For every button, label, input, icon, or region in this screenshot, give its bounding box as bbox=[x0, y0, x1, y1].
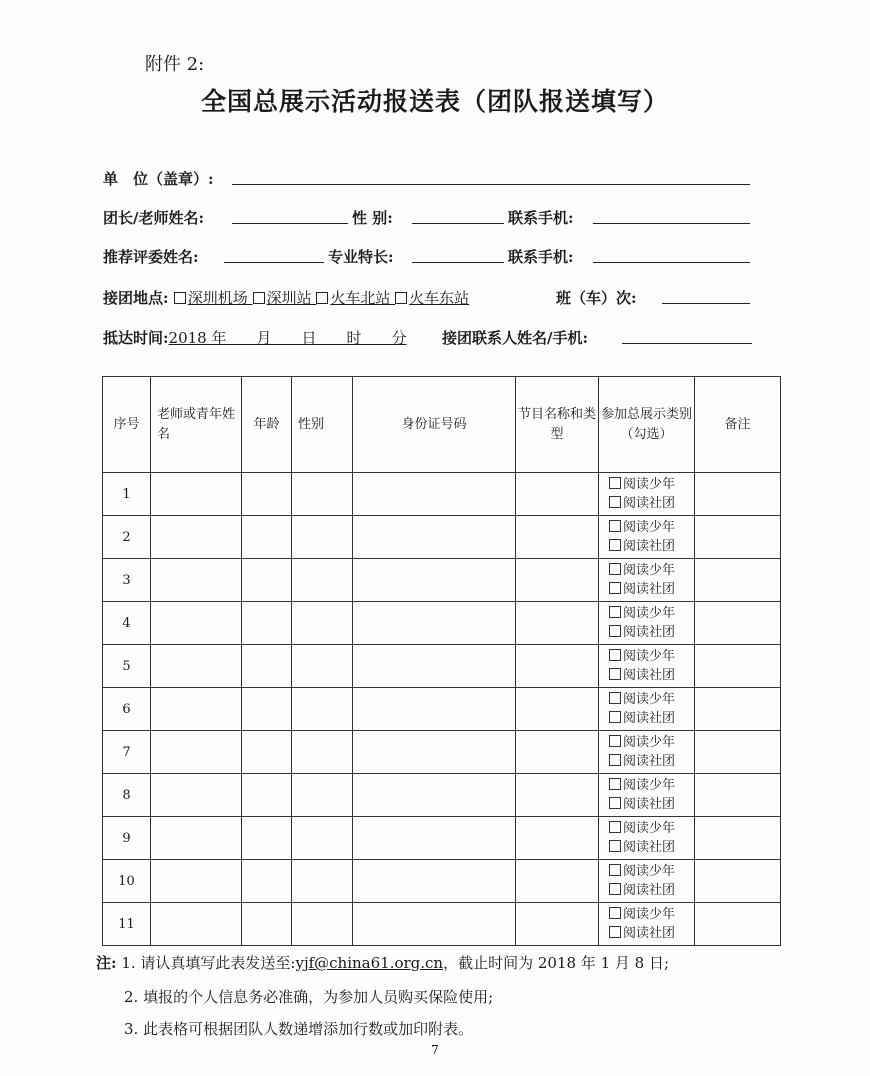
train-field[interactable] bbox=[662, 285, 750, 304]
category-option-label: 阅读少年 bbox=[623, 520, 676, 535]
checkbox-icon bbox=[609, 883, 621, 895]
name-cell[interactable] bbox=[151, 903, 242, 946]
header-program: 节目名称和类型 bbox=[516, 377, 599, 473]
row-index: 6 bbox=[103, 688, 151, 731]
checkbox-icon bbox=[609, 606, 621, 618]
category-cell bbox=[599, 473, 695, 516]
unit-field[interactable] bbox=[232, 166, 750, 185]
gender-field[interactable] bbox=[412, 205, 504, 224]
name-cell[interactable] bbox=[151, 645, 242, 688]
row-index: 2 bbox=[103, 516, 151, 559]
remarks-cell[interactable] bbox=[695, 645, 781, 688]
remarks-cell[interactable] bbox=[695, 602, 781, 645]
id-number-cell[interactable] bbox=[353, 903, 516, 946]
category-option[interactable] bbox=[609, 838, 694, 857]
category-option-label: 阅读社团 bbox=[623, 625, 676, 640]
id-number-cell[interactable] bbox=[353, 731, 516, 774]
age-cell[interactable] bbox=[242, 645, 292, 688]
remarks-cell[interactable] bbox=[695, 774, 781, 817]
category-option[interactable] bbox=[609, 518, 694, 537]
checkbox-icon bbox=[609, 821, 621, 833]
category-option-label: 阅读少年 bbox=[623, 692, 676, 707]
program-cell[interactable] bbox=[516, 774, 599, 817]
category-option[interactable] bbox=[609, 690, 694, 709]
table-row bbox=[103, 860, 781, 903]
age-cell[interactable] bbox=[242, 516, 292, 559]
row-index: 8 bbox=[103, 774, 151, 817]
program-cell[interactable] bbox=[516, 688, 599, 731]
category-option-label: 阅读少年 bbox=[623, 778, 676, 793]
category-cell bbox=[599, 903, 695, 946]
contact-field[interactable] bbox=[622, 325, 752, 344]
remarks-cell[interactable] bbox=[695, 817, 781, 860]
category-option-label: 阅读少年 bbox=[623, 735, 676, 750]
name-cell[interactable] bbox=[151, 516, 242, 559]
category-cell bbox=[599, 645, 695, 688]
table-row bbox=[103, 817, 781, 860]
gender-cell[interactable] bbox=[292, 645, 353, 688]
age-cell[interactable] bbox=[242, 602, 292, 645]
category-option[interactable] bbox=[609, 666, 694, 685]
category-option-label: 阅读少年 bbox=[623, 864, 676, 879]
category-option[interactable] bbox=[609, 881, 694, 900]
category-cell bbox=[599, 559, 695, 602]
pickup-options bbox=[174, 289, 469, 307]
category-option[interactable] bbox=[609, 819, 694, 838]
judge-row bbox=[103, 246, 199, 267]
judge-phone-label: 联系手机: bbox=[508, 248, 574, 266]
name-cell[interactable] bbox=[151, 559, 242, 602]
id-number-cell[interactable] bbox=[353, 774, 516, 817]
gender-cell[interactable] bbox=[292, 559, 353, 602]
category-option[interactable] bbox=[609, 604, 694, 623]
remarks-cell[interactable] bbox=[695, 903, 781, 946]
age-cell[interactable] bbox=[242, 817, 292, 860]
remarks-cell[interactable] bbox=[695, 516, 781, 559]
email-link[interactable]: yjf@china61.org.cn bbox=[295, 954, 444, 972]
pickup-option-north[interactable]: 火车北站 bbox=[316, 289, 390, 307]
table-row bbox=[103, 903, 781, 946]
remarks-cell[interactable] bbox=[695, 559, 781, 602]
category-cell bbox=[599, 602, 695, 645]
age-cell[interactable] bbox=[242, 473, 292, 516]
header-remarks: 备注 bbox=[695, 377, 781, 473]
leader-phone-label: 联系手机: bbox=[508, 209, 574, 227]
pickup-option-station[interactable]: 深圳站 bbox=[253, 289, 312, 307]
category-option[interactable] bbox=[609, 862, 694, 881]
judge-name-field[interactable] bbox=[224, 244, 324, 263]
name-cell[interactable] bbox=[151, 774, 242, 817]
category-option[interactable] bbox=[609, 776, 694, 795]
row-index: 5 bbox=[103, 645, 151, 688]
gender-cell[interactable] bbox=[292, 473, 353, 516]
name-cell[interactable] bbox=[151, 860, 242, 903]
category-option[interactable] bbox=[609, 561, 694, 580]
category-option-label: 阅读少年 bbox=[623, 563, 676, 578]
category-cell bbox=[599, 731, 695, 774]
table-row bbox=[103, 774, 781, 817]
checkbox-icon bbox=[609, 797, 621, 809]
checkbox-icon bbox=[609, 864, 621, 876]
checkbox-icon bbox=[609, 496, 621, 508]
gender-cell[interactable] bbox=[292, 903, 353, 946]
name-cell[interactable] bbox=[151, 688, 242, 731]
checkbox-icon bbox=[609, 735, 621, 747]
category-option-label: 阅读少年 bbox=[623, 649, 676, 664]
category-option-label: 阅读少年 bbox=[623, 821, 676, 836]
checkbox-icon bbox=[609, 907, 621, 919]
id-number-cell[interactable] bbox=[353, 688, 516, 731]
category-option[interactable] bbox=[609, 905, 694, 924]
table-row bbox=[103, 559, 781, 602]
table-row bbox=[103, 473, 781, 516]
program-cell[interactable] bbox=[516, 817, 599, 860]
pickup-row bbox=[103, 287, 469, 308]
checkbox-icon bbox=[609, 477, 621, 489]
category-option[interactable] bbox=[609, 580, 694, 599]
header-age: 年龄 bbox=[242, 377, 292, 473]
category-option[interactable] bbox=[609, 647, 694, 666]
pickup-option-east[interactable]: 火车东站 bbox=[395, 289, 469, 307]
checkbox-icon bbox=[609, 539, 621, 551]
program-cell[interactable] bbox=[516, 731, 599, 774]
row-index: 11 bbox=[103, 903, 151, 946]
checkbox-icon bbox=[609, 711, 621, 723]
checkbox-icon bbox=[609, 582, 621, 594]
id-number-cell[interactable] bbox=[353, 559, 516, 602]
train-label: 班（车）次: bbox=[556, 289, 637, 307]
header-id-number: 身份证号码 bbox=[353, 377, 516, 473]
id-number-cell[interactable] bbox=[353, 516, 516, 559]
gender-label: 性 别: bbox=[352, 209, 393, 227]
page-number: 7 bbox=[431, 1043, 439, 1057]
gender-cell[interactable] bbox=[292, 774, 353, 817]
category-option[interactable] bbox=[609, 924, 694, 943]
category-option[interactable] bbox=[609, 795, 694, 814]
roster-table bbox=[102, 376, 781, 946]
category-option-label: 阅读社团 bbox=[623, 668, 676, 683]
category-cell bbox=[599, 516, 695, 559]
table-row bbox=[103, 516, 781, 559]
attachment-label: 附件 2: bbox=[145, 54, 205, 75]
form-title: 全国总展示活动报送表（团队报送填写） bbox=[200, 87, 669, 116]
program-cell[interactable] bbox=[516, 602, 599, 645]
arrival-value[interactable]: 2018 年 月 日 时 分 bbox=[168, 329, 407, 347]
gender-cell[interactable] bbox=[292, 688, 353, 731]
arrival-row bbox=[103, 327, 407, 348]
unit-row bbox=[103, 168, 214, 189]
category-option-label: 阅读社团 bbox=[623, 496, 676, 511]
leader-name-field[interactable] bbox=[232, 205, 348, 224]
remarks-cell[interactable] bbox=[695, 731, 781, 774]
category-option[interactable] bbox=[609, 623, 694, 642]
name-cell[interactable] bbox=[151, 602, 242, 645]
specialty-label: 专业特长: bbox=[328, 248, 394, 266]
header-name: 老师或青年姓名 bbox=[151, 377, 242, 473]
age-cell[interactable] bbox=[242, 731, 292, 774]
row-index: 4 bbox=[103, 602, 151, 645]
pickup-option-airport[interactable]: 深圳机场 bbox=[174, 289, 248, 307]
id-number-cell[interactable] bbox=[353, 645, 516, 688]
program-cell[interactable] bbox=[516, 860, 599, 903]
category-cell bbox=[599, 774, 695, 817]
category-cell bbox=[599, 817, 695, 860]
gender-cell[interactable] bbox=[292, 602, 353, 645]
category-option-label: 阅读少年 bbox=[623, 606, 676, 621]
program-cell[interactable] bbox=[516, 645, 599, 688]
note-line-2: 2. 填报的个人信息务必准确，为参加人员购买保险使用; bbox=[124, 988, 494, 1006]
leader-phone-field[interactable] bbox=[593, 205, 750, 224]
age-cell[interactable] bbox=[242, 903, 292, 946]
category-option-label: 阅读社团 bbox=[623, 797, 676, 812]
category-option-label: 阅读社团 bbox=[623, 711, 676, 726]
note-line-1: 注: 1. 请认真填写此表发送至:yjf@china61.org.cn，截止时间为 2018 年 1 月 8 日; bbox=[96, 954, 670, 972]
category-option-label: 阅读社团 bbox=[623, 840, 676, 855]
judge-label: 推荐评委姓名: bbox=[103, 248, 199, 266]
category-option[interactable] bbox=[609, 475, 694, 494]
id-number-cell[interactable] bbox=[353, 473, 516, 516]
gender-cell[interactable] bbox=[292, 817, 353, 860]
age-cell[interactable] bbox=[242, 774, 292, 817]
checkbox-icon bbox=[609, 668, 621, 680]
checkbox-icon bbox=[609, 520, 621, 532]
row-index: 3 bbox=[103, 559, 151, 602]
remarks-cell[interactable] bbox=[695, 860, 781, 903]
header-gender: 性别 bbox=[292, 377, 353, 473]
id-number-cell[interactable] bbox=[353, 602, 516, 645]
checkbox-icon bbox=[609, 840, 621, 852]
category-option[interactable] bbox=[609, 494, 694, 513]
note-line-3: 3. 此表格可根据团队人数递增添加行数或加印附表。 bbox=[124, 1020, 474, 1038]
category-option[interactable] bbox=[609, 733, 694, 752]
remarks-cell[interactable] bbox=[695, 473, 781, 516]
gender-cell[interactable] bbox=[292, 516, 353, 559]
category-option-label: 阅读少年 bbox=[623, 477, 676, 492]
row-index: 7 bbox=[103, 731, 151, 774]
checkbox-icon bbox=[609, 778, 621, 790]
program-cell[interactable] bbox=[516, 903, 599, 946]
pickup-label: 接团地点: bbox=[103, 289, 169, 307]
category-option[interactable] bbox=[609, 537, 694, 556]
checkbox-icon bbox=[609, 563, 621, 575]
age-cell[interactable] bbox=[242, 860, 292, 903]
unit-label: 单 位（盖章）: bbox=[103, 170, 214, 188]
category-option-label: 阅读少年 bbox=[623, 907, 676, 922]
category-option-label: 阅读社团 bbox=[623, 754, 676, 769]
table-row bbox=[103, 688, 781, 731]
table-row bbox=[103, 645, 781, 688]
header-category: 参加总展示类别（勾选） bbox=[599, 377, 695, 473]
leader-label: 团长/老师姓名: bbox=[103, 209, 205, 227]
checkbox-icon bbox=[316, 292, 328, 304]
checkbox-icon bbox=[609, 692, 621, 704]
program-cell[interactable] bbox=[516, 559, 599, 602]
leader-row bbox=[103, 207, 204, 228]
header-index: 序号 bbox=[103, 377, 151, 473]
checkbox-icon bbox=[609, 625, 621, 637]
judge-phone-field[interactable] bbox=[593, 244, 750, 263]
age-cell[interactable] bbox=[242, 559, 292, 602]
category-cell bbox=[599, 688, 695, 731]
remarks-cell[interactable] bbox=[695, 688, 781, 731]
checkbox-icon bbox=[174, 292, 186, 304]
table-row bbox=[103, 602, 781, 645]
contact-label: 接团联系人姓名/手机: bbox=[442, 329, 589, 347]
row-index: 10 bbox=[103, 860, 151, 903]
checkbox-icon bbox=[609, 754, 621, 766]
category-cell bbox=[599, 860, 695, 903]
checkbox-icon bbox=[609, 649, 621, 661]
category-option[interactable] bbox=[609, 709, 694, 728]
specialty-field[interactable] bbox=[412, 244, 504, 263]
name-cell[interactable] bbox=[151, 731, 242, 774]
id-number-cell[interactable] bbox=[353, 817, 516, 860]
category-option-label: 阅读社团 bbox=[623, 539, 676, 554]
table-row bbox=[103, 731, 781, 774]
category-option-label: 阅读社团 bbox=[623, 926, 676, 941]
gender-cell[interactable] bbox=[292, 731, 353, 774]
category-option[interactable] bbox=[609, 752, 694, 771]
checkbox-icon bbox=[395, 292, 407, 304]
arrival-label: 抵达时间: bbox=[103, 329, 169, 347]
row-index: 9 bbox=[103, 817, 151, 860]
table-header-row bbox=[103, 377, 781, 473]
name-cell[interactable] bbox=[151, 817, 242, 860]
category-option-label: 阅读社团 bbox=[623, 883, 676, 898]
checkbox-icon bbox=[609, 926, 621, 938]
gender-cell[interactable] bbox=[292, 860, 353, 903]
program-cell[interactable] bbox=[516, 473, 599, 516]
notes-prefix: 注: bbox=[96, 954, 117, 972]
id-number-cell[interactable] bbox=[353, 860, 516, 903]
category-option-label: 阅读社团 bbox=[623, 582, 676, 597]
row-index: 1 bbox=[103, 473, 151, 516]
program-cell[interactable] bbox=[516, 516, 599, 559]
name-cell[interactable] bbox=[151, 473, 242, 516]
checkbox-icon bbox=[253, 292, 265, 304]
age-cell[interactable] bbox=[242, 688, 292, 731]
